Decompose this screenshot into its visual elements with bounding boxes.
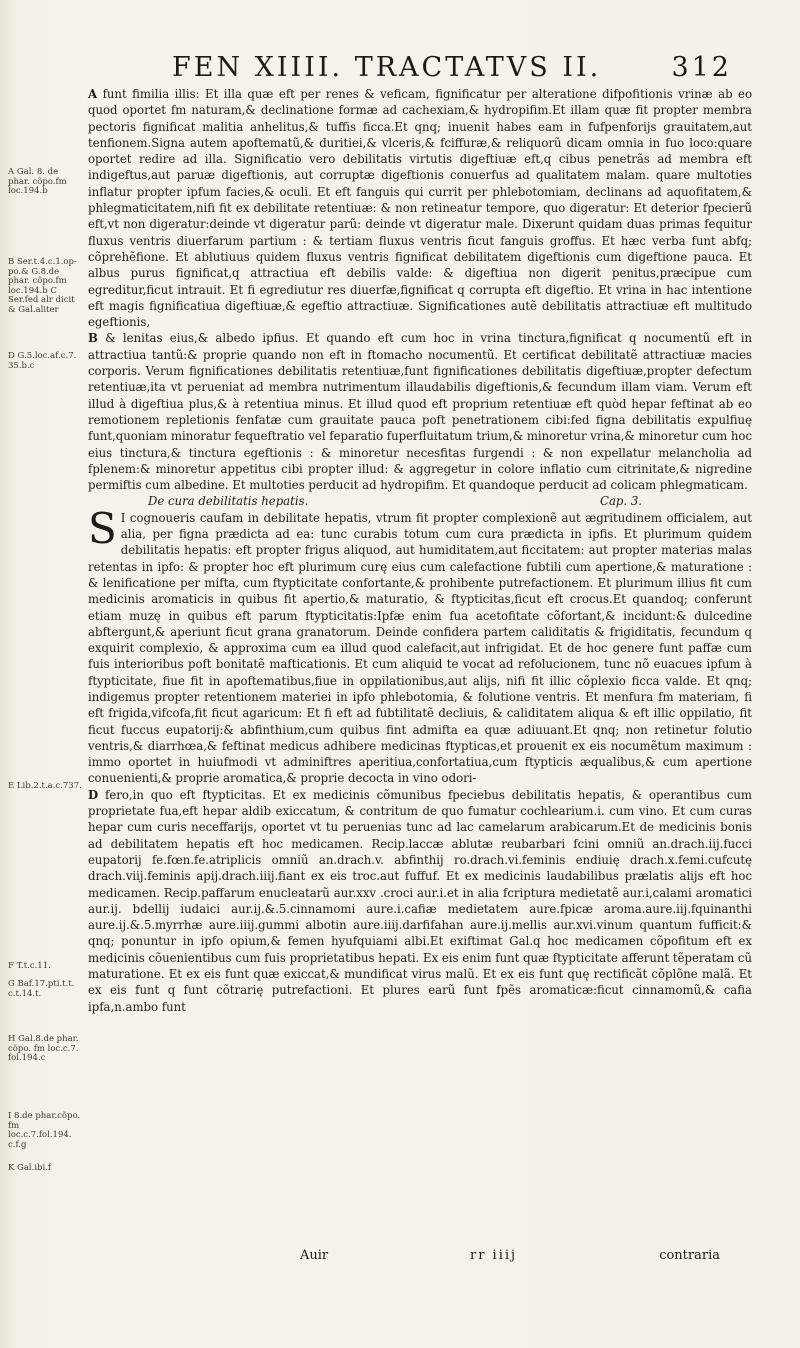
paragraph	[88, 787, 752, 1015]
paragraph	[88, 86, 752, 330]
margin-note: K Gal.ibi.f	[8, 1163, 52, 1173]
paragraph-text: funt fimilia illis: Et illa quæ eft per renes & veficam, fignificatur per alteratione difpofitionis vrinæ ab eo quod oportet fm naturam,& declinatione formæ ad cachexiam,& hydropifim.Et illam quæ fit propter membra pectoris fignificat malitia anhelitus,& tuffis ficca.Et qnq; inuenit habes eam in fufpenforijs grauitatem,aut tenfionem.Signa autem apoftematũ,& duritiei,& vlceris,& fciffuræ,& reliquorũ dicam omnia in fuo loco:quare oportet redire ad illa. Significatio vero debilitatis virtutis digeftiuæ eft,q cibus penetrãs ad membra eft indigeftus,aut paruæ digeftionis, aut corruptæ digeftionis conuerfus ad qualitatem malam. quare multoties inflatur propter ipfum facies,& oculi. Et eft fanguis qui currit per phlebotomiam, declinans ad aquofitatem,& phlegmaticitatem,nifi fit ex debilitate retentiuæ: & non retineatur tempore, quo digeratur: Et deterior fpecierũ eft,vt non digeratur:deinde vt digeratur parũ: deinde vt digeratur male. Dixerunt quidam duas primas fequitur fluxus ventris diuerfarum partium : & tertiam fluxus ventris ficut fanguis groffus. Et hæc verba funt abfq; cõprehẽfione. Et ablutiuus quidem fluxus ventris fignificat debilitatem digeftionis cum digeftione pauca. Et albus purus fignificat,q attractiua eft debilis valde: & digeftiua non digerit penitus,præcipue cum egreditur,ficut intrauit. Et fi egrediutur res diuerfæ,fignificat q corrupta eft digeftio. Et vrina in hac intentione eft magis fignificatiua digeftiuæ,& egeftio attractiuæ. Significationes autẽ debilitatis attractiuæ eft multitudo egeftionis,	[88, 87, 752, 330]
catchword-left: Auir	[300, 1248, 329, 1263]
margin-note: B Ser.t.4.c.1.op- po.& G.8.de phar. cõpo.fm loc.194.b C Ser.fed alr dicit & Gal.aliter	[8, 257, 77, 315]
chapter-heading	[88, 493, 752, 509]
paragraph	[88, 503, 752, 787]
running-header	[172, 52, 732, 88]
margin-note: E Lib.2.t.a.c.737.	[8, 781, 82, 791]
signature-mark: rr iiij	[470, 1248, 518, 1263]
margin-note: D G.5.loc.af.c.7. 35.b.c	[8, 351, 77, 371]
margin-note: F T.t.c.11.	[8, 961, 51, 971]
chapter-number: Cap. 3.	[600, 494, 642, 509]
page-number: 312	[671, 52, 732, 83]
paragraph-text: I cognoueris caufam in debilitate hepatis, vtrum fit propter complexionẽ aut ægritudinem officialem, aut alia, per figna prædicta ad ea: tunc curabis totum cum cura prædicta in ipfis. Et plurimum quidem debilitatis hepatis: eft propter frigus aliquod, aut humiditatem,aut ficcitatem: aut propter materias malas retentas in ipfo: & propter hoc eft plurimum curę eius cum calefactione fubtili cum apertione,& maturatione : & lenificatione per mifta, cum ftypticitate confortante,& prohibente putrefactionem. Et plurimum illius fit cum medicinis aromaticis in quibus fit apertio,& maturatio, & ftypticitas,ficut eft crocus.Et quandoq; conferunt etiam muzę in quibus eft parum ftypticitatis:Ipfæ enim fua acetofitate cõfortant,& incidunt:& dulcedine abftergunt,& aperiunt ficut grana granatorum. Deinde confidera partem caliditatis & frigiditatis, fecundum q exquirit complexio, & approxima cum ea illud quod calefacit,aut infrigidat. Et de hoc genere funt paffæ cum fuis interioribus poft bonitatẽ mafticationis. Et cum aliquid te vocat ad refolucionem, tunc nõ euacues ipfum à ftypticitate, fiue fit in apoftematibus,fiue in oppilationibus,aut alijs, nifi fit illic cõplexio ficca valde. Et qnq; indigemus propter retentionem materiei in ipfo phlebotomia, & folutione ventris. Et menfura fm materiam, fi eft frigida,vifcofa,fit ficut agaricum: Et fi eft ad fubtilitatẽ decliuis, & caliditatem aliqua & eft illic oppilatio, fit ficut fuccus eupatorij:& abfinthium,cum quibus fint admifta ea quæ adiuuant.Et qnq; non retinetur folutio ventris,& diarrhœa,& feftinat medicus adhibere medicinas ftypticas,et prouenit ex eis nocumẽtum maximum : immo oportet in huiufmodi vt adminiftres aperitiua,confortatiua,cum ftypticis æqualibus,& cum apertione conuenienti,& proprie aromatica,& proprie decocta in vino odori-	[88, 510, 752, 786]
paragraph-text: fero,in quo eft ftypticitas. Et ex medicinis cõmunibus fpeciebus debilitatis hepatis, & operantibus cum proprietate fua,eft hepar aldib exiccatum, & contritum de quo fumatur cochlearium.i. cum vino. Et cum curas hepar cum curis neceffarijs, oportet vt tu peruenias tunc ad lac camelarum arabicarum.Et de medicinis bonis ad debilitatem hepatis eft hoc medicamen. Recip.laccæ ablutæ reubarbari fcini omniũ an.drach.iij.fucci eupatorij fe.fœn.fe.atriplicis omniũ an.drach.v. abfinthij ro.drach.vi.feminis endiuię drach.x.femi.cufcutę drach.viij.feminis apij.drach.iiij.fiant ex eis troc.aut fuffuf. Et ex medicinis laudabilibus prælatis alijs eft hoc medicamen. Recip.paffarum enucleatarũ aur.xxv .croci aur.i.et in alia fcriptura medietatẽ aur.i,calami aromatici aur.ij. bdellij iudaici aur.ij.&.5.cinnamomi aure.i.cafiæ medietatem aure.fpicæ aroma.aure.iij.fquinanthi aure.ij.&.5.myrrhæ aure.iiij.gummi albotin aure.iiij.darfifahan aure.ij.mellis aur.xvi.vinum quantum fufficit:& qnq; ponuntur in ipfo opium,& femen hyufquiami albi.Et exiftimat Gal.q hoc medicamen cõpofitum eft ex medicinis cõuenientibus cum fuis proprietatibus hepati. Ex eis enim funt quæ ftypticitate afferunt tẽperatam cũ maturatione. Et ex eis funt quæ exiccat,& mundificat virus malũ. Et ex eis funt quę rectificãt cõplõne malã. Et ex eis funt q funt cõtrarię putrefactioni. Et plures earũ funt fpẽs aromaticæ:ficut cinnamomũ,& cafia ipfa,n.ambo funt	[88, 787, 752, 1014]
page-footer	[300, 1248, 720, 1268]
drop-cap: S	[88, 503, 117, 553]
paragraph	[88, 330, 752, 493]
section-marker: D	[88, 787, 99, 802]
paragraph-text: & lenitas eius,& albedo ipfius. Et quando eft cum hoc in vrina tinctura,fignificat q nocumentũ eft in attractiua tantũ:& proprie quando non eft in ftomacho nocumentũ. Et certificat debilitatẽ attractiuæ macies corporis. Verum fignificationes debilitatis retentiuæ,funt fignificationes debilitatis digeftiuæ,propter defectum retentiuæ,ita vt perueniat ad membra nutrimentum illaudabilis digeftionis,& fecundum illam viam. Verum eft illud à digeftiua plus,& à retentiua minus. Et illud quod eft proprium retentiuæ eft quòd hepar feftinat ab eo remotionem repletionis fenfatæ cum grauitate pauca poft penetrationem cibi:fed figna debilitatis expulfiuę funt,quoniam minoratur fequeftratio vel feparatio fuperfluitatum trium,& minoretur vrina,& minoretur cum hoc eius tinctura,& tinctura egeftionis : & minoretur necesfitas furgendi : & non expellatur melancholia ad fplenem:& minoretur appetitus cibi propter illud: & aggregetur in colore inflatio cum citrinitate,& nigredine permiftis cum albedine. Et multoties perducit ad hydropifim. Et quandoque perducit ad colicam phlegmaticam.	[88, 331, 752, 493]
margin-note: A Gal. 8. de phar. cõpo.fm loc.194.b	[8, 167, 67, 196]
chapter-title: De cura debilitatis hepatis.	[148, 494, 309, 509]
margin-note: I 8.de phar.cõpo. fm loc.c.7.fol.194. c.f.g	[8, 1111, 81, 1150]
section-marker: A	[88, 87, 98, 101]
catchword-right: contraria	[659, 1248, 720, 1263]
header-title: FEN XIIII. TRACTATVS II.	[172, 52, 602, 83]
body-text	[88, 86, 752, 1266]
margin-note: H Gal.8.de phar. cõpo. fm loc.c.7. fol.194.c	[8, 1034, 79, 1063]
section-marker: B	[88, 331, 98, 346]
margin-note: G Baf.17.pti.t.t. c.t.14.t.	[8, 979, 75, 999]
margin-notes	[4, 100, 82, 1260]
